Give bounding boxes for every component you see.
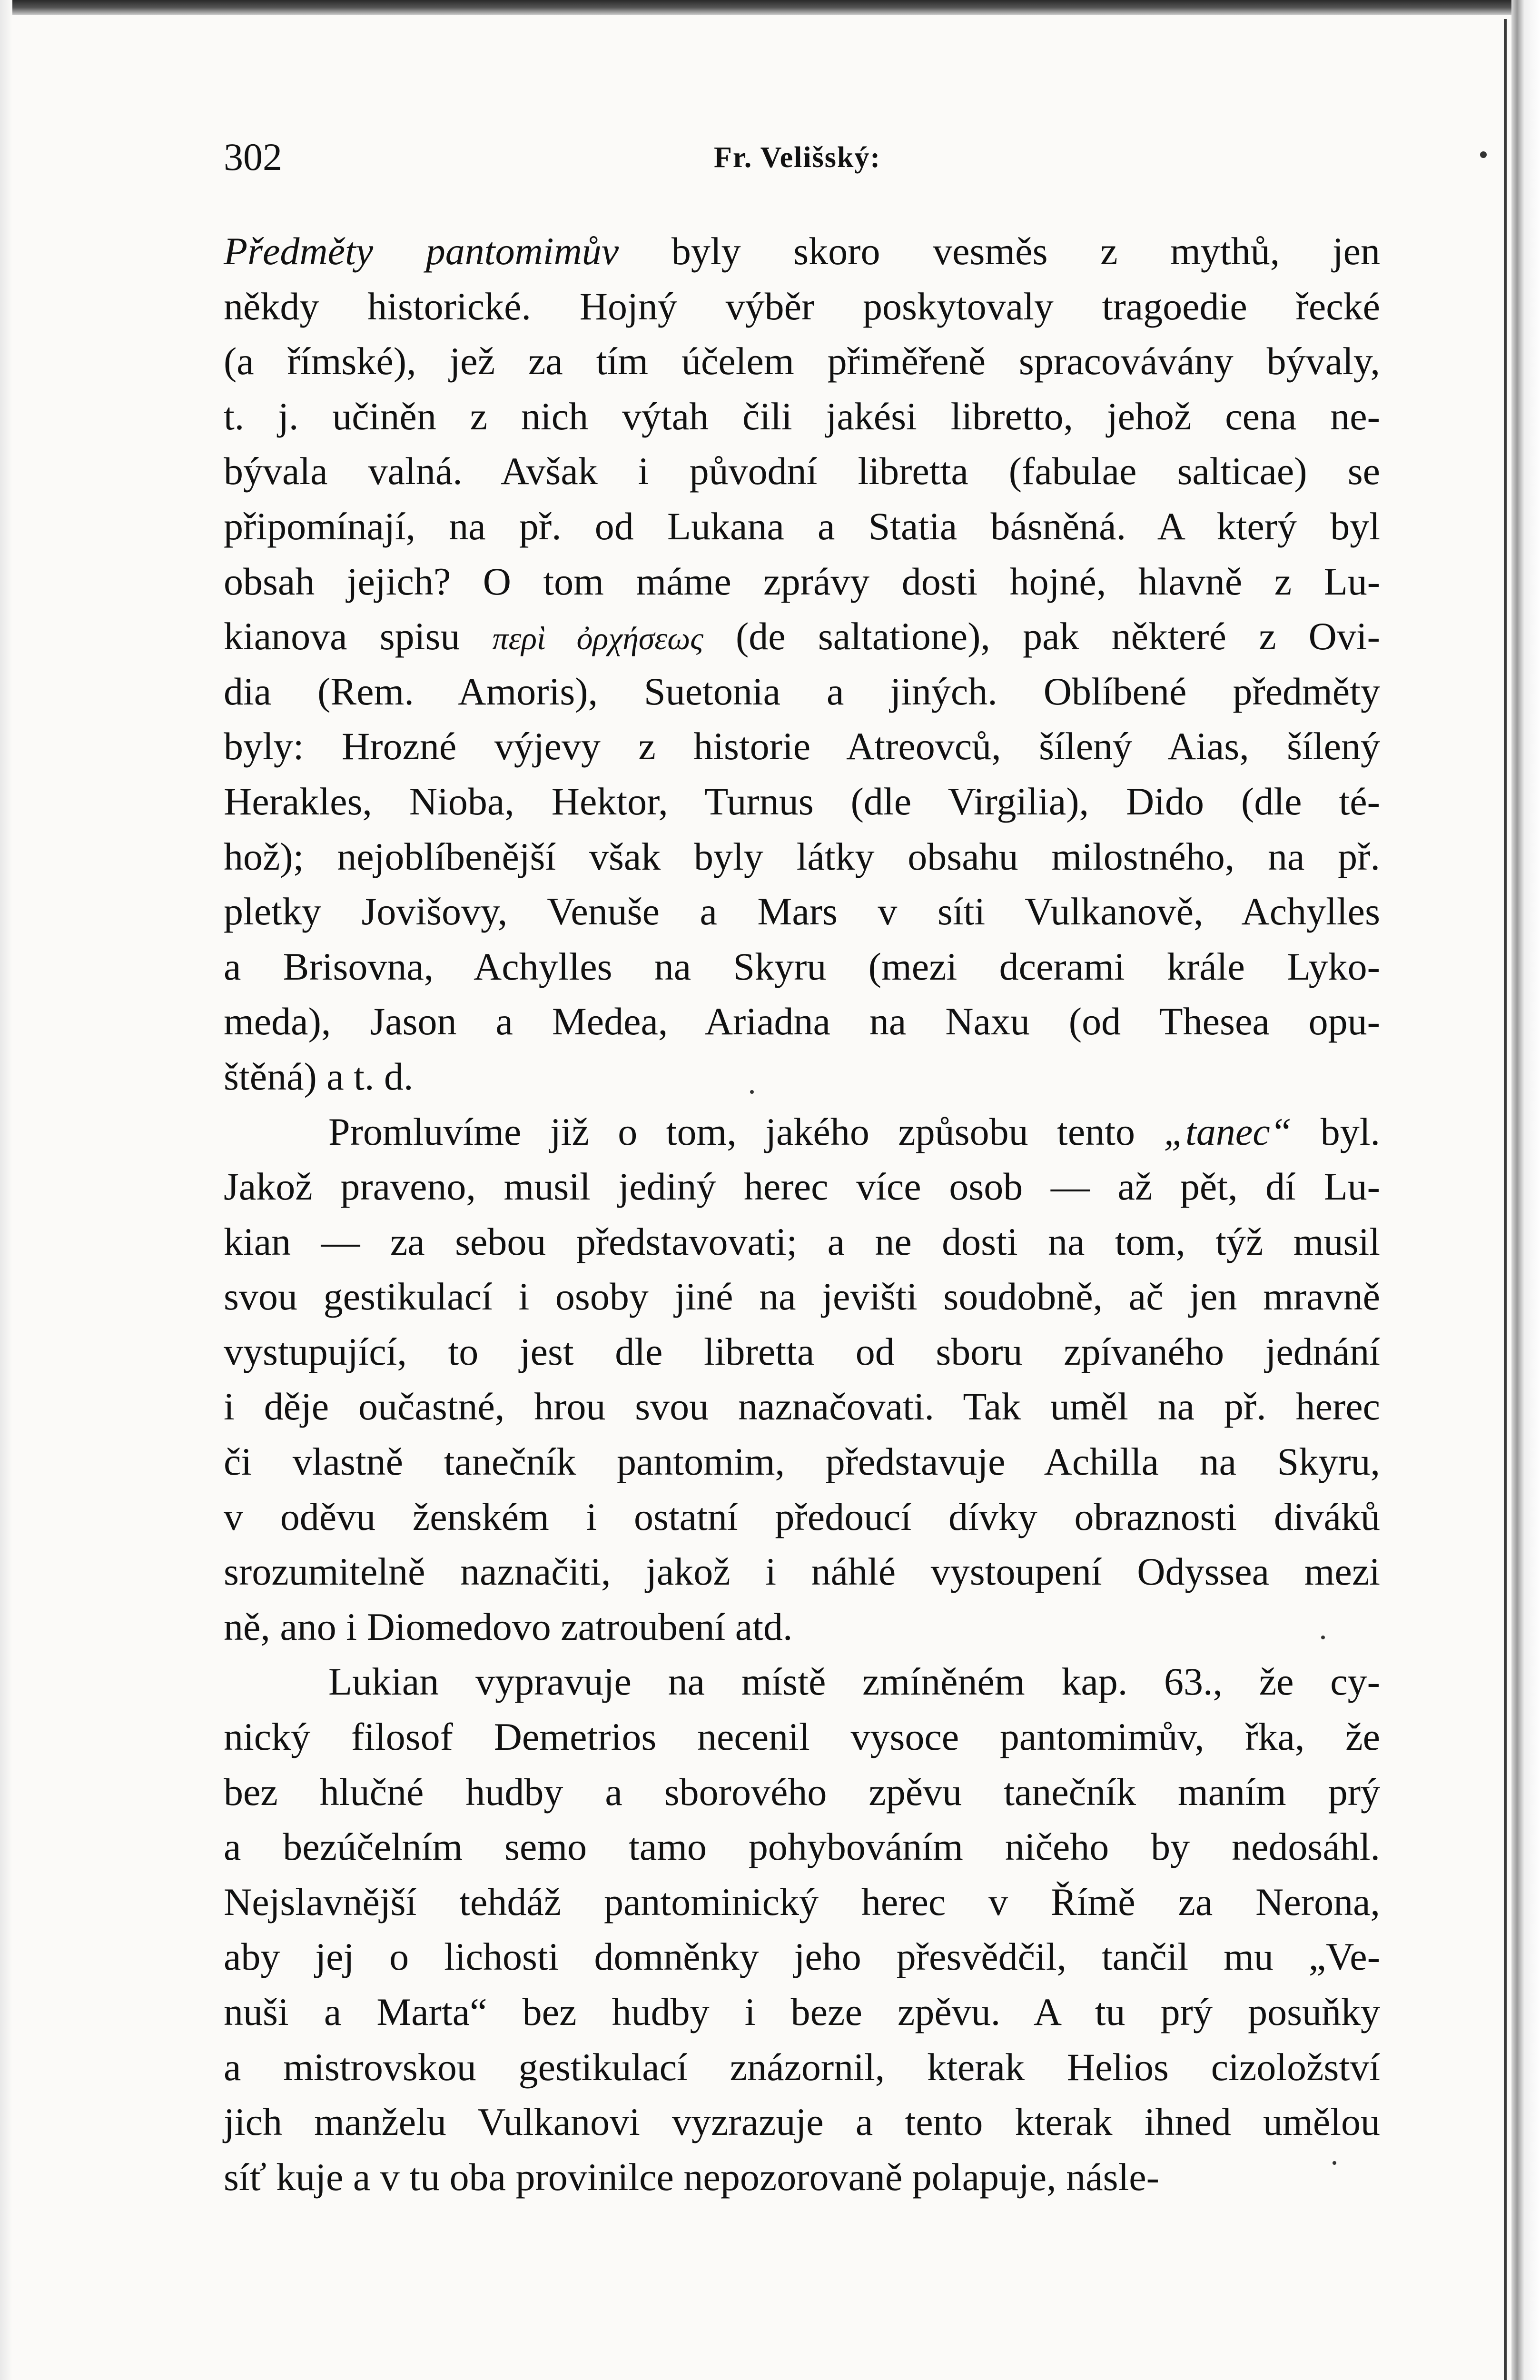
text-run: kian — za sebou představovati; a ne dosti na tom, týž musil — [224, 1220, 1380, 1263]
text-line — [224, 1599, 1380, 1655]
text-line — [224, 2094, 1380, 2150]
text-line — [224, 609, 1380, 664]
greek-title: περὶ ὀρχήσεως — [492, 620, 703, 657]
text-run: vystupující, to jest dle libretta od sboru zpívaného jednání — [224, 1329, 1380, 1373]
text-line — [224, 1765, 1380, 1820]
paragraph — [224, 224, 1380, 1104]
text-line — [224, 1434, 1380, 1489]
text-run: štěná) a t. d. — [224, 1054, 414, 1098]
text-run: nuši a Marta“ bez hudby i beze zpěvu. A tu prý posuňky — [224, 1990, 1380, 2033]
text-run: síť kuje a v tu oba provinilce nepozorovaně polapuje, násle- — [224, 2155, 1159, 2199]
text-line — [224, 994, 1380, 1049]
text-run: byly: Hrozné výjevy z historie Atreovců, šílený Aias, šílený — [224, 724, 1380, 768]
text-line — [224, 499, 1380, 554]
text-line — [224, 334, 1380, 389]
scan-right-edge — [1511, 0, 1540, 2380]
paragraph — [224, 1104, 1380, 1655]
text-line — [224, 774, 1380, 829]
text-line — [224, 719, 1380, 774]
text-run: i děje oučastné, hrou svou naznačovati. Tak uměl na př. herec — [224, 1385, 1380, 1428]
italic-phrase: Předměty pantomimův — [224, 229, 619, 273]
text-line — [224, 829, 1380, 884]
text-run: Promluvíme již o tom, jakého způsobu tento — [328, 1110, 1164, 1153]
text-line — [224, 1984, 1380, 2040]
text-run: v oděvu ženském i ostatní předoucí dívky obraznosti diváků — [224, 1495, 1380, 1538]
text-line — [224, 444, 1380, 499]
text-line — [224, 1324, 1380, 1379]
text-line — [224, 1819, 1380, 1874]
text-line — [224, 1269, 1380, 1324]
text-run: aby jej o lichosti domněnky jeho přesvědčil, tančil mu „Ve- — [224, 1935, 1380, 1979]
text-run: Lukian vypravuje na místě zmíněném kap. 63., že cy- — [328, 1660, 1380, 1704]
text-run: hož); nejoblíbenější však byly látky obsahu milostného, na př. — [224, 834, 1380, 878]
text-line — [224, 224, 1380, 279]
text-run: t. j. učiněn z nich výtah čili jakési libretto, jehož cena ne- — [224, 394, 1380, 438]
text-run: byl. — [1292, 1110, 1380, 1153]
text-line — [224, 2150, 1380, 2205]
page-number: 302 — [224, 135, 282, 178]
text-run: byly skoro vesměs z mythů, jen — [619, 229, 1380, 273]
text-run: srozumitelně naznačiti, jakož i náhlé vystoupení Odyssea mezi — [224, 1550, 1380, 1594]
text-run: meda), Jason a Medea, Ariadna na Naxu (od Thesea opu- — [224, 1000, 1380, 1043]
text-run: či vlastně tanečník pantomim, představuje Achilla na Skyru, — [224, 1440, 1380, 1484]
text-line — [224, 1379, 1380, 1434]
text-line — [224, 554, 1380, 609]
running-head — [224, 129, 1380, 186]
text-run: ně, ano i Diomedovo zatroubení atd. — [224, 1605, 793, 1648]
text-run: obsah jejich? O tom máme zprávy dosti hojné, hlavně z Lu- — [224, 559, 1380, 603]
text-run: připomínají, na př. od Lukana a Statia básněná. A který byl — [224, 504, 1380, 548]
scan-top-edge — [0, 0, 1540, 15]
text-line — [224, 939, 1380, 994]
text-run: jich manželu Vulkanovi vyzrazuje a tento kterak ihned umělou — [224, 2100, 1380, 2144]
text-line — [224, 389, 1380, 444]
text-run: nický filosof Demetrios necenil vysoce pantomimův, řka, že — [224, 1715, 1380, 1759]
text-line — [224, 1874, 1380, 1930]
text-line — [224, 884, 1380, 939]
text-line — [224, 2040, 1380, 2095]
text-run: Nejslavnější tehdáž pantominický herec v Římě za Nerona, — [224, 1880, 1380, 1924]
running-head-author: Fr. Velišský: — [714, 141, 881, 174]
text-run: bez hlučné hudby a sborového zpěvu tanečník maním prý — [224, 1770, 1380, 1814]
text-line — [224, 1489, 1380, 1545]
page-border-line — [1504, 19, 1507, 2380]
text-run: (a římské), jež za tím účelem přiměřeně spracovávány bývaly, — [224, 339, 1380, 383]
text-run: a Brisovna, Achylles na Skyru (mezi dcerami krále Lyko- — [224, 944, 1380, 988]
text-line — [224, 1929, 1380, 1984]
paragraph — [224, 1654, 1380, 2204]
text-run: a bezúčelním semo tamo pohybováním ničeho by nedosáhl. — [224, 1825, 1380, 1869]
body-text — [224, 224, 1380, 2204]
text-run: pletky Jovišovy, Venuše a Mars v síti Vulkanově, Achylles — [224, 890, 1380, 933]
text-run: (de saltatione), pak některé z Ovi- — [703, 615, 1380, 658]
text-line — [224, 1159, 1380, 1214]
text-run: bývala valná. Avšak i původní libretta (fabulae salticae) se — [224, 449, 1380, 493]
scan-speck — [1480, 151, 1487, 158]
italic-phrase: „tanec“ — [1164, 1110, 1292, 1153]
text-run: kianova spisu — [224, 615, 493, 658]
text-line — [224, 279, 1380, 334]
text-run: svou gestikulací i osoby jiné na jevišti soudobně, ač jen mravně — [224, 1275, 1380, 1319]
text-line — [224, 664, 1380, 719]
text-run: někdy historické. Hojný výběr poskytovaly tragoedie řecké — [224, 284, 1380, 328]
text-run: Jakož praveno, musil jediný herec více osob — až pět, dí Lu- — [224, 1165, 1380, 1209]
text-line — [224, 1104, 1380, 1160]
text-run: dia (Rem. Amoris), Suetonia a jiných. Oblíbené předměty — [224, 669, 1380, 713]
text-line — [224, 1544, 1380, 1599]
text-run: a mistrovskou gestikulací znázornil, kterak Helios cizoložství — [224, 2045, 1380, 2089]
scan-left-edge — [0, 0, 12, 2380]
text-run: Herakles, Nioba, Hektor, Turnus (dle Virgilia), Dido (dle té- — [224, 779, 1380, 823]
text-line — [224, 1049, 1380, 1104]
text-line — [224, 1709, 1380, 1765]
text-line — [224, 1214, 1380, 1269]
text-line — [224, 1654, 1380, 1709]
